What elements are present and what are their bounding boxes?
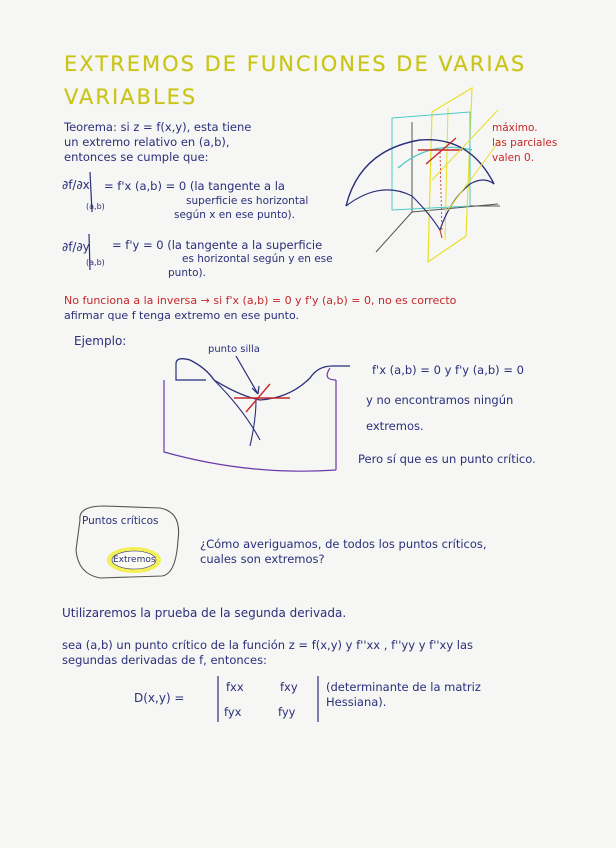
eq2-statement: = f'y = 0 (la tangente a la superficie [112,238,323,252]
inverse-line-1-text: funciona a la inversa → si f'x (a,b) = 0 y f'y (a,b) = 0, no es correcto [82,294,457,307]
eq2-comment-3: punto). [168,267,206,279]
example-text-2: y no encontramos ningún [366,393,514,407]
second-derivative-line-2: sea (a,b) un punto crítico de la función z = f(x,y) y f''xx , f''yy y f''xy las [62,638,474,652]
theorem-line-1: Teorema: si z = f(x,y), esta tiene [64,120,252,134]
eq2-partial: ∂f/∂y [62,240,90,254]
question-line-1: ¿Cómo averiguamos, de todos los puntos críticos, [200,537,487,551]
determinant-lhs: D(x,y) = [134,691,185,705]
eq1-partial: ∂f/∂x [62,178,90,192]
title-line-1: EXTREMOS DE FUNCIONES DE VARIAS [64,52,527,76]
eq1-statement: = f'x (a,b) = 0 (la tangente a la [104,179,285,193]
bubble-inner-label: Extremos [113,555,156,565]
example-text-3: extremos. [366,419,424,433]
theorem-line-2: un extremo relativo en (a,b), [64,135,230,149]
side-note-line-1: máximo. [492,122,538,134]
matrix-a22: fyy [278,705,296,719]
side-note-line-2: las parciales [492,137,558,149]
theorem-line-3: entonces se cumple que: [64,150,209,164]
second-derivative-line-1: Utilizaremos la prueba de la segunda derivada. [62,606,347,620]
eq2-comment-2: es horizontal según y en ese [182,253,333,265]
eq1-comment-3: según x en ese punto). [174,209,295,221]
example-label: Ejemplo: [74,334,127,348]
eq1-eval-point: (a,b) [86,202,105,211]
saddle-point-label: punto silla [208,344,260,355]
bubble-outer-label: Puntos críticos [82,515,159,527]
example-text-1: f'x (a,b) = 0 y f'y (a,b) = 0 [372,363,524,377]
hessian-note-1: (determinante de la matriz [326,680,481,694]
eq1-comment-2: superficie es horizontal [186,195,309,207]
matrix-a11: fxx [226,680,244,694]
title-line-2: VARIABLES [64,85,198,109]
inverse-line-2: afirmar que f tenga extremo en ese punto. [64,309,299,322]
no-word: No [64,294,79,307]
side-note-line-3: valen 0. [492,152,535,164]
question-line-2: cuales son extremos? [200,552,325,566]
eq2-eval-point: (a,b) [86,258,105,267]
example-text-4: Pero sí que es un punto crítico. [358,452,536,466]
second-derivative-line-3: segundas derivadas de f, entonces: [62,653,267,667]
matrix-a12: fxy [280,680,298,694]
hessian-note-2: Hessiana). [326,695,387,709]
matrix-a21: fyx [224,705,242,719]
